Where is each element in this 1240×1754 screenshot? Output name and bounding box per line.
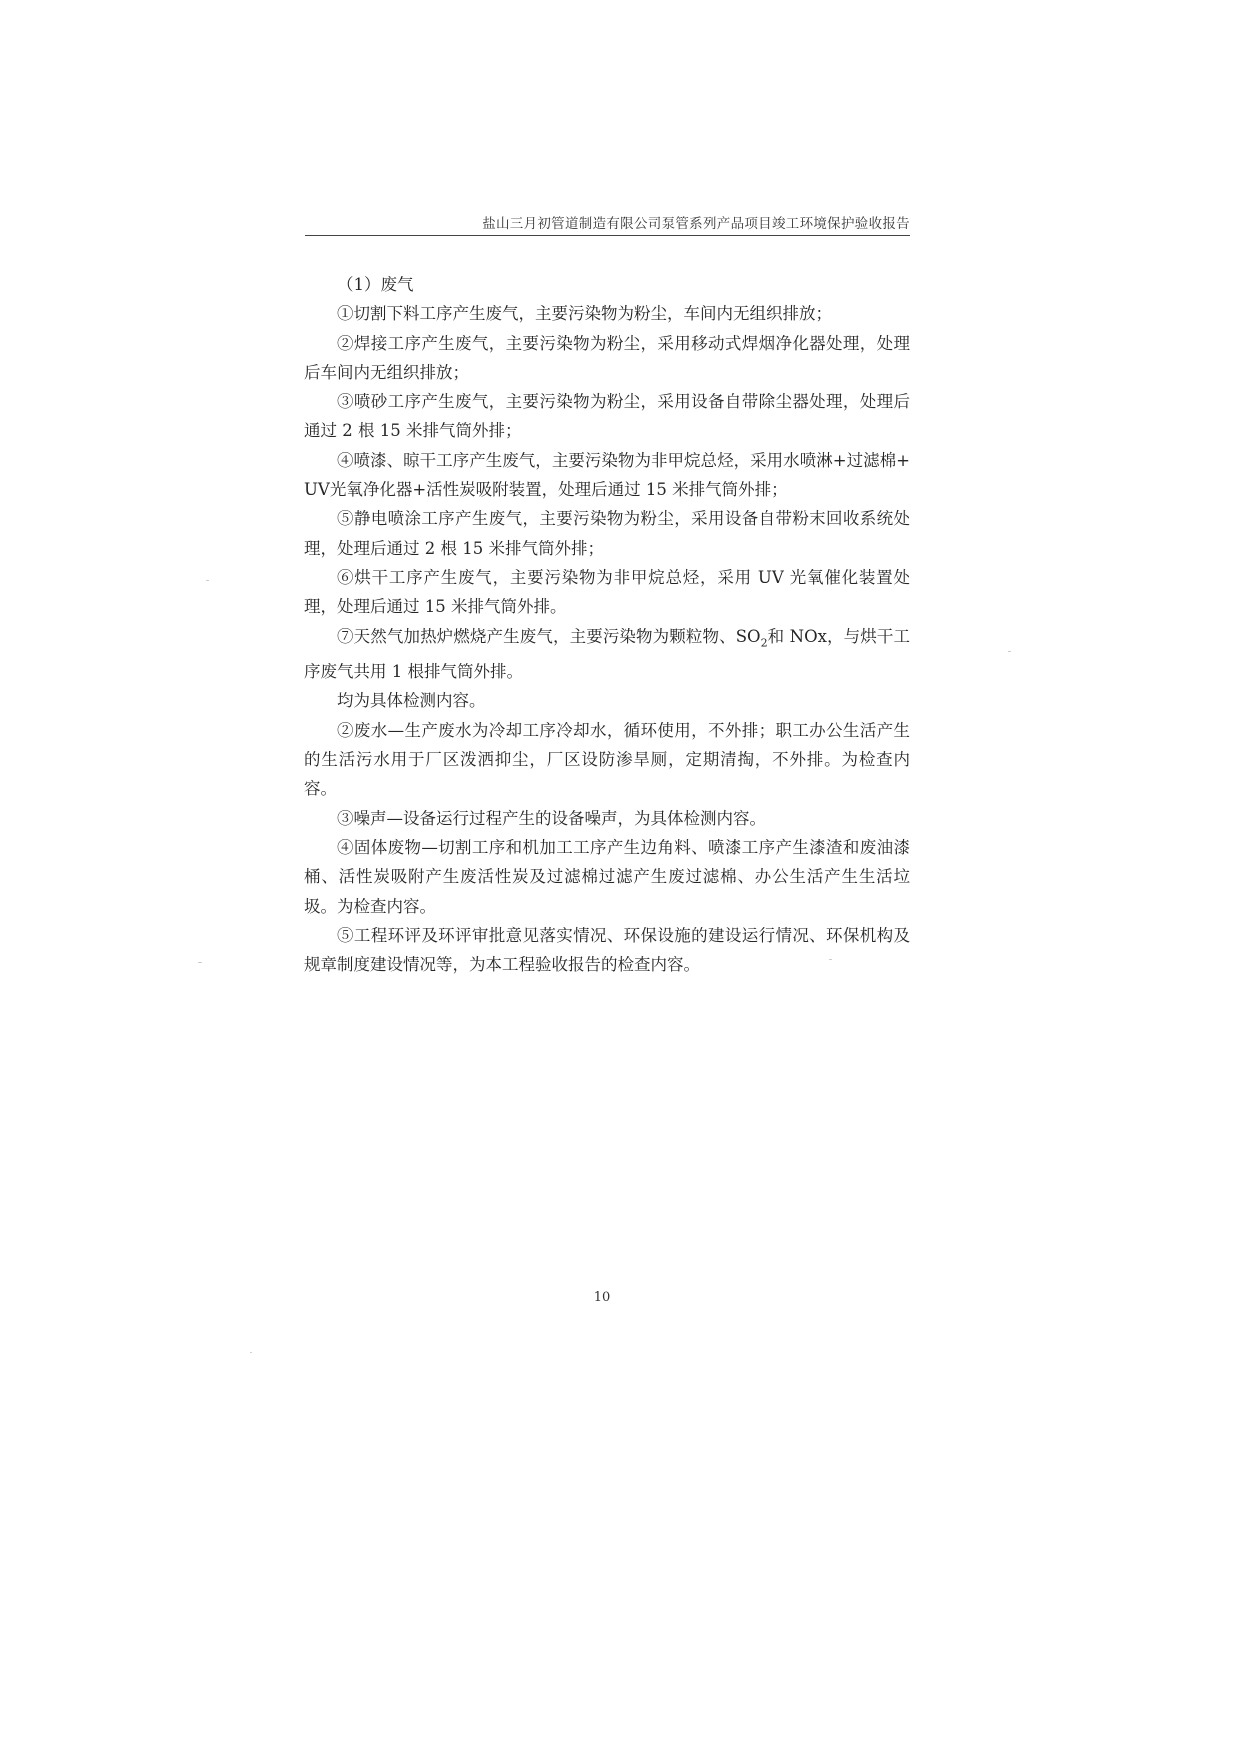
paragraph-air-summary: 均为具体检测内容。 [337,691,486,711]
paragraph-management: ⑤工程环评及环评审批意见落实情况、环保设施的建设运行情况、环保机构及规章制度建设情况等，为本工程验收报告的检查内容。 [304,925,910,975]
paragraph-air-item-1: ①切割下料工序产生废气，主要污染物为粉尘，车间内无组织排放； [337,304,832,324]
scan-speck [829,959,832,960]
paragraph-air-item-4: ④喷漆、晾干工序产生废气，主要污染物为非甲烷总烃，采用水喷淋+过滤棉+UV光氧净化器+活性炭吸附装置，处理后通过 15 米排气筒外排； [304,450,910,500]
section-heading: （1）废气 [337,275,414,294]
paragraph-wastewater: ②废水—生产废水为冷却工序冷却水，循环使用，不外排；职工办公生活产生的生活污水用于厂区泼洒抑尘，厂区设防渗旱厕，定期清掏，不外排。为检查内容。 [304,720,910,799]
scan-speck [198,962,202,963]
item-7-text-after: 和 NOx，与烘干工序废气共用 1 根排气筒外排。 [304,626,910,682]
scan-speck [206,580,209,581]
page-number: 10 [593,1290,611,1305]
scan-speck [1008,651,1011,652]
item-7-text-before: ⑦天然气加热炉燃烧产生废气，主要污染物为颗粒物、SO [337,626,761,646]
paragraph-air-item-3: ③喷砂工序产生废气，主要污染物为粉尘，采用设备自带除尘器处理，处理后通过 2 根 15 米排气筒外排； [304,392,910,441]
header-rule [305,235,910,236]
paragraph-air-item-5: ⑤静电喷涂工序产生废气，主要污染物为粉尘，采用设备自带粉末回收系统处理，处理后通过 2 根 15 米排气筒外排； [304,509,910,558]
paragraph-air-item-7 [304,622,910,687]
paragraph-noise: ③噪声—设备运行过程产生的设备噪声，为具体检测内容。 [337,808,766,828]
running-header: 盐山三月初管道制造有限公司泵管系列产品项目竣工环境保护验收报告 [482,216,910,232]
paragraph-air-item-6: ⑥烘干工序产生废气，主要污染物为非甲烷总烃，采用 UV 光氧催化装置处理，处理后通过 15 米排气筒外排。 [304,567,910,617]
document-body [304,270,910,979]
so2-subscript: 2 [760,635,768,649]
scan-speck [250,1352,252,1353]
paragraph-air-item-2: ②焊接工序产生废气，主要污染物为粉尘，采用移动式焊烟净化器处理，处理后车间内无组织排放； [304,333,910,382]
paragraph-solid-waste: ④固体废物—切割工序和机加工工序产生边角料、喷漆工序产生漆渣和废油漆桶、活性炭吸附产生废活性炭及过滤棉过滤产生废过滤棉、办公生活产生生活垃圾。为检查内容。 [304,837,910,916]
